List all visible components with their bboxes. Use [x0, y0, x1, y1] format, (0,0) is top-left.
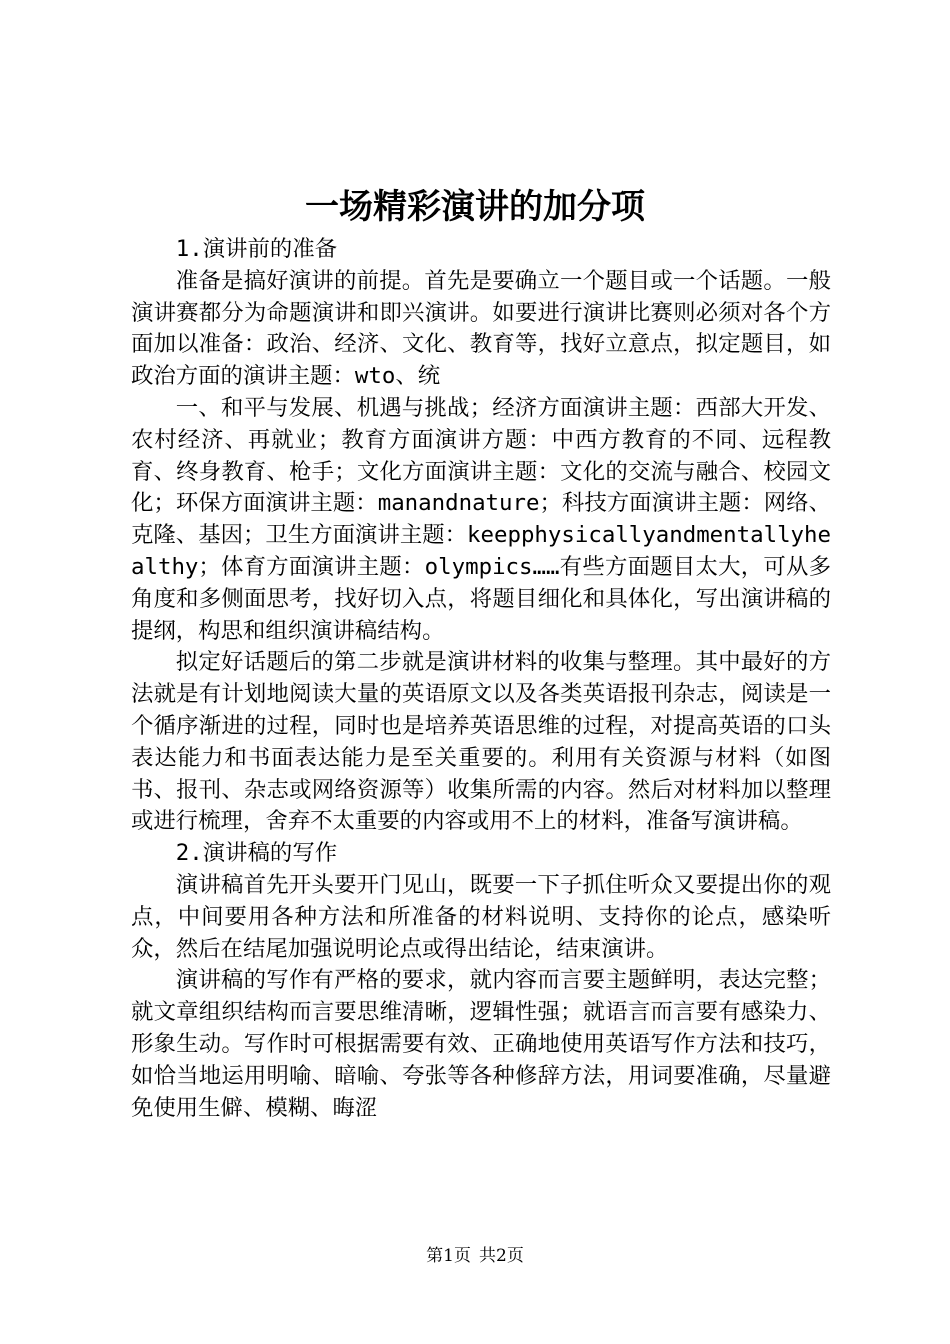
document-title: 一场精彩演讲的加分项	[305, 187, 645, 227]
page-number: 第1页	[426, 1246, 471, 1266]
section-heading-preparation: 1.演讲前的准备	[175, 236, 338, 262]
section-heading-writing: 2.演讲稿的写作	[175, 840, 338, 867]
paragraph: 一、和平与发展、机遇与挑战；经济方面演讲主题：西部大开发、农村经济、再就业；教育方面演讲方题：中西方教育的不同、远程教育、终身教育、枪手；文化方面演讲主题：文化的交流与融合、校园文化；环保方面演讲主题：manandnature；科技方面演讲主题：网络、克隆、基因；卫生方面演讲主题：keepphysicallyandmentallyhealthy；体育方面演讲主题：olympics……有些方面题目太大，可从多角度和多侧面思考，找好切入点，将题目细化和具体化，写出演讲稿的提纲，构思和组织演讲稿结构。	[131, 394, 831, 644]
paragraph: 拟定好话题后的第二步就是演讲材料的收集与整理。其中最好的方法就是有计划地阅读大量的英语原文以及各类英语报刊杂志，阅读是一个循序渐进的过程，同时也是培养英语思维的过程，对提高英语的口头表达能力和书面表达能力是至关重要的。利用有关资源与材料（如图书、报刊、杂志或网络资源等）收集所需的内容。然后对材料加以整理或进行梳理，舍弃不太重要的内容或用不上的材料，准备写演讲稿。	[131, 649, 831, 835]
page-total: 共2页	[479, 1246, 524, 1266]
paragraph: 演讲稿首先开头要开门见山，既要一下子抓住听众又要提出你的观点，中间要用各种方法和所准备的材料说明、支持你的论点，感染听众，然后在结尾加强说明论点或得出结论，结束演讲。	[131, 871, 831, 962]
paragraph: 准备是搞好演讲的前提。首先是要确立一个题目或一个话题。一般演讲赛都分为命题演讲和即兴演讲。如要进行演讲比赛则必须对各个方面加以准备：政治、经济、文化、教育等，找好立意点，拟定题目，如政治方面的演讲主题：wto、统	[131, 267, 831, 390]
page-footer	[0, 1244, 950, 1268]
document-body	[131, 234, 831, 1124]
paragraph: 演讲稿的写作有严格的要求，就内容而言要主题鲜明，表达完整；就文章组织结构而言要思维清晰，逻辑性强；就语言而言要有感染力、形象生动。写作时可根据需要有效、正确地使用英语写作方法和技巧，如恰当地运用明喻、暗喻、夸张等各种修辞方法，用词要准确，尽量避免使用生僻、模糊、晦涩	[131, 967, 831, 1121]
